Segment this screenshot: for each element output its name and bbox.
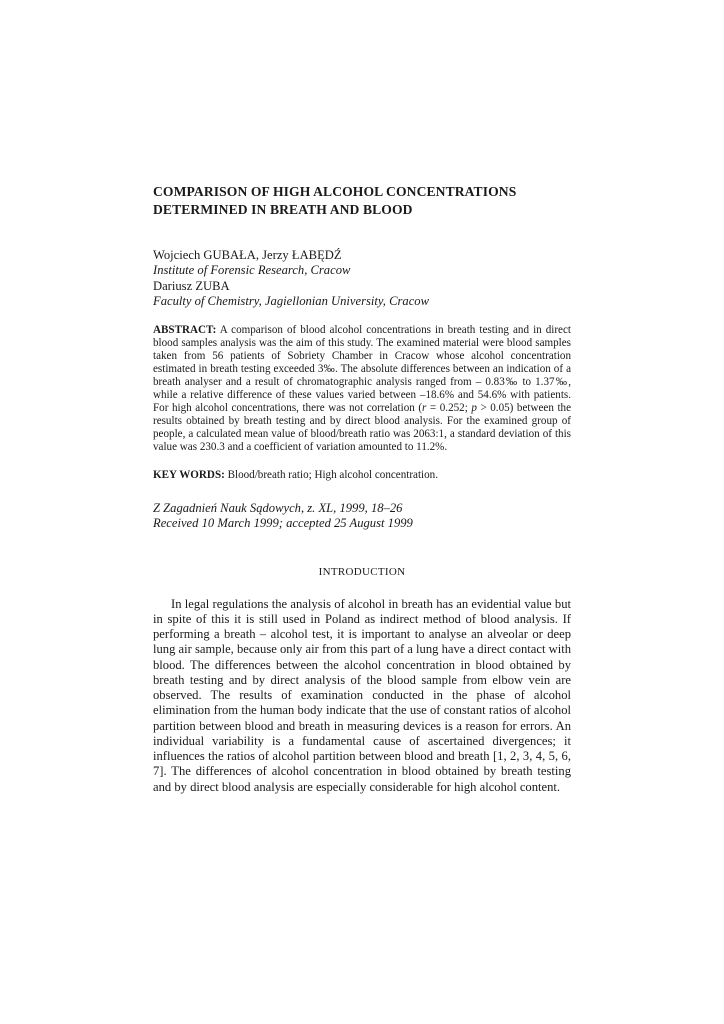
author-affiliation-2: Faculty of Chemistry, Jagiellonian University, Cracow	[153, 294, 429, 309]
author-block	[153, 248, 571, 310]
author-names-1: Wojciech GUBAŁA, Jerzy ŁABĘDŹ	[153, 248, 342, 262]
citation-source: Z Zagadnień Nauk Sądowych, z. XL, 1999, 18–26	[153, 501, 403, 516]
title-line-2: DETERMINED IN BREATH AND BLOOD	[153, 202, 413, 217]
abstract	[153, 324, 571, 454]
keywords-text: Blood/breath ratio; High alcohol concentration.	[224, 469, 438, 482]
title-line-1: COMPARISON OF HIGH ALCOHOL CONCENTRATIONS	[153, 184, 517, 199]
keywords-label: KEY WORDS:	[153, 469, 225, 482]
article-page	[153, 183, 571, 807]
citation-block	[153, 501, 571, 531]
abstract-text-2: = 0.252;	[426, 401, 472, 414]
abstract-text-1: A comparison of blood alcohol concentrations in breath testing and in direct blood samples analysis was the aim of this study. The examined material were blood samples taken from 56 patients of Sobriety Chamber in Cracow whose alcohol concentration estimated in breath testing exceeded 3‰. The absolute differences between an indication of a breath analyser and a result of chromatographic analysis ranged from – 0.83‰ to 1.37‰, while a relative difference of these values varied between –18.6% and 54.6% with patients. For high alcohol concentrations, there was not correlation (	[153, 323, 571, 414]
p-symbol: p	[471, 401, 477, 414]
abstract-text-3: > 0.05) between the results obtained by breath testing and by direct blood analysis. For the examined group of people, a calculated mean value of blood/breath ratio was 2063:1, a standard deviation of this value was 230.3 and a coefficient of variation amounted to 11.2%.	[153, 401, 571, 454]
abstract-label: ABSTRACT:	[153, 323, 217, 336]
r-symbol: r	[422, 401, 427, 414]
author-names-2: Dariusz ZUBA	[153, 278, 230, 293]
author-affiliation-1: Institute of Forensic Research, Cracow	[153, 263, 351, 278]
section-heading-introduction: INTRODUCTION	[318, 565, 406, 578]
article-title	[153, 183, 571, 219]
citation-dates: Received 10 March 1999; accepted 25 August 1999	[153, 516, 413, 531]
introduction-paragraph: In legal regulations the analysis of alcohol in breath has an evidential value but in spite of this it is still used in Poland as indirect method of blood analysis. If performing a breath – alcohol test, it is important to analyse an alveolar or deep lung air sample, because only air from this part of a lung have a direct contact with blood. The differences between the alcohol concentration in blood obtained by breath testing and by direct analysis of the blood sample from elbow vein are observed. The results of examination conducted in the phase of alcohol elimination from the human body indicate that the use of constant ratios of alcohol partition between blood and breath in measuring devices is a reason for errors. An individual variability is a fundamental cause of ascertained divergences; it influences the ratios of alcohol partition between blood and breath [1, 2, 3, 4, 5, 6, 7]. The differences of alcohol concentration in blood obtained by breath testing and by direct blood analysis are especially considerable for high alcohol content.	[153, 596, 571, 794]
keywords	[153, 469, 571, 482]
